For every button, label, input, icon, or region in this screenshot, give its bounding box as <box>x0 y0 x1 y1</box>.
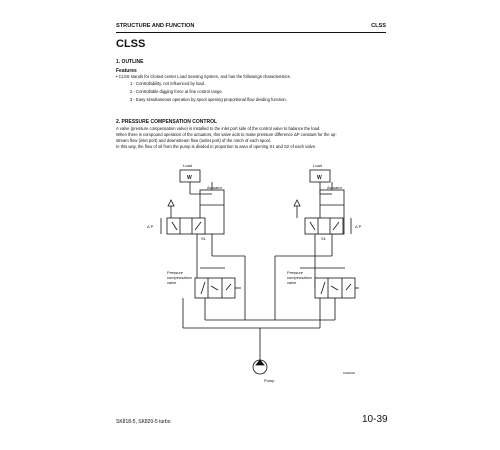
pcv-label-left-2: compensation <box>167 275 192 280</box>
feature-item: 1 - Controllability, not influenced by load. <box>130 81 206 86</box>
pcc-line: stream flow (inlet port) and downstream flow (outlet port) of the notch of each spool. <box>116 138 272 143</box>
page-number: 10-39 <box>362 414 388 425</box>
diagram-code: 9JH00000 <box>343 372 355 375</box>
actuator-label-left: Actuator <box>207 185 222 190</box>
actuator-label-right: Actuator <box>327 185 342 190</box>
pcv-label-right-3: valve <box>287 280 297 285</box>
control-valve-left <box>167 218 205 234</box>
features-bullet: • CLSS stands for Closed center Load Sensing System, and has the followings characteristics. <box>116 74 291 79</box>
features-label: Features <box>116 68 137 74</box>
pcv-label-right-2: compensation <box>287 275 312 280</box>
load-label-left: Load <box>183 163 192 168</box>
control-valve-right <box>305 218 343 234</box>
pcv-label-right-1: Pressure <box>287 270 304 275</box>
pcv-label-left-1: Pressure <box>167 270 184 275</box>
feature-item: 3 - Easy simultaneous operation by spool opening proportional flow dividing function. <box>130 97 287 102</box>
pcc-line: When there is compound operation of the actuators, this valve acts to make pressure difference ΔP constant for the up- <box>116 132 337 137</box>
clss-hydraulic-diagram <box>145 160 375 390</box>
header-chapter: CLSS <box>371 23 386 29</box>
footer-models: SK818-5, SK820-5 turbo <box>116 419 171 425</box>
s1-right: S1 <box>321 236 326 241</box>
pcc-line: A valve (pressure compensation valve) is installed to the inlet port side of the control valve to balance the load. <box>116 126 321 131</box>
feature-item: 2 - Controllable digging force at fine control range. <box>130 89 223 94</box>
pump-label: Pump <box>264 378 275 383</box>
weight-label-left: W <box>187 175 192 181</box>
pcv-label-left-3: valve <box>167 280 177 285</box>
pressure-comp-heading: 2. PRESSURE COMPENSATION CONTROL <box>116 119 218 125</box>
header-section-title: STRUCTURE AND FUNCTION <box>116 23 195 29</box>
header-divider <box>116 32 386 33</box>
delta-p-right: Δ P <box>355 224 362 229</box>
load-label-right: Load <box>313 163 322 168</box>
weight-label-right: W <box>317 175 322 181</box>
page-title: CLSS <box>116 38 146 50</box>
pcc-line: In this way, the flow of oil from the pump is divided in proportion to area of opening S1 and S2 of each valve. <box>116 144 317 149</box>
delta-p-left: Δ P <box>147 224 154 229</box>
outline-heading: 1. OUTLINE <box>116 59 144 65</box>
s1-left: S1 <box>201 236 206 241</box>
